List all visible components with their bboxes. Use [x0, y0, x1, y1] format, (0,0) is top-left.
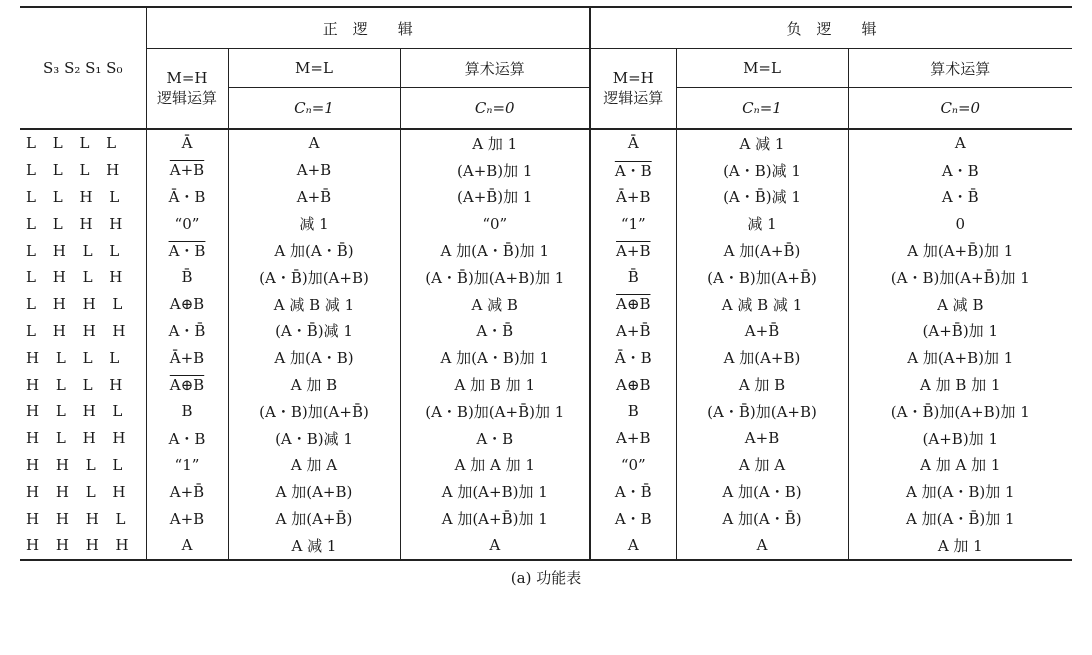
negative-logic-label: 负 逻 辑 [786, 19, 877, 38]
cell-p-cn0: A 加(A+B̄)加 1 [400, 505, 590, 532]
cell-s: L L H H [20, 210, 146, 237]
p-m-h-label: M=H [166, 69, 208, 87]
table-row [20, 318, 1072, 345]
n-arith-header [848, 49, 1072, 88]
cell-p-cn0: A [400, 532, 590, 560]
cell-s: H H L H [20, 478, 146, 505]
n-cn0-label: Cₙ=0 [940, 99, 981, 117]
table-row [20, 264, 1072, 291]
cell-n-cn0: A 加 B 加 1 [920, 376, 1001, 395]
table-row [20, 532, 1072, 560]
cell-p-cn0: A 加(A・B̄)加 1 [400, 237, 590, 264]
cell-p-cn0: A・B̄ [400, 318, 590, 345]
cell-n-logic: A・B [590, 505, 676, 532]
p-m-l-label: M=L [295, 59, 333, 77]
n-m-l-header [676, 49, 848, 88]
table-row [20, 505, 1072, 532]
table-body [20, 129, 1072, 560]
cell-p-logic: A+B [146, 505, 228, 532]
cell-n-cn1: (A・B)加(A+B̄) [676, 264, 848, 291]
cell-p-cn1: A 加 A [228, 452, 400, 479]
cell-p-cn0: A 加(A+B)加 1 [400, 478, 590, 505]
cell-s: H H H L [20, 505, 146, 532]
cell-n-cn1: A 减 B 减 1 [676, 291, 848, 318]
cell-p-logic: A+B [146, 157, 228, 184]
cell-s: L H H L [20, 291, 146, 318]
n-cn0-header [848, 88, 1072, 130]
table-row [20, 344, 1072, 371]
figure-caption: (a) 功能表 [510, 568, 582, 587]
cell-n-logic: “1” [590, 210, 676, 237]
cell-p-cn0: (A+B̄)加 1 [400, 184, 590, 211]
cell-n-cn0: A・B [941, 161, 979, 180]
function-table [20, 6, 1072, 561]
cell-n-cn0: A 加 1 [937, 536, 983, 555]
cell-n-cn0: (A+B̄)加 1 [922, 322, 998, 341]
p-m-l-header [228, 49, 400, 88]
cell-p-cn1: (A・B)加(A+B̄) [228, 398, 400, 425]
p-cn0-header [400, 88, 590, 130]
cell-p-cn0: (A・B)加(A+B̄)加 1 [400, 398, 590, 425]
cell-s: H H L L [20, 452, 146, 479]
cell-n-cn1: A 加(A+B) [676, 344, 848, 371]
cell-p-cn1: (A・B̄)加(A+B) [228, 264, 400, 291]
cell-n-cn0: A 减 B [937, 295, 984, 314]
n-cn1-label: Cₙ=1 [742, 99, 782, 117]
cell-n-logic: A+B̄ [590, 318, 676, 345]
cell-n-logic: B̄ [590, 264, 676, 291]
cell-p-logic: A・B [146, 237, 228, 264]
cell-p-cn1: A 加(A+B) [228, 478, 400, 505]
negative-logic-header [590, 7, 1072, 49]
cell-p-cn0: A 加(A・B)加 1 [400, 344, 590, 371]
cell-p-cn0: A・B [400, 425, 590, 452]
cell-n-cn1: A 加 A [676, 452, 848, 479]
select-label: S₃ S₂ S₁ S₀ [43, 59, 123, 77]
cell-p-logic: A [146, 532, 228, 560]
table-row [20, 184, 1072, 211]
table-row [20, 210, 1072, 237]
p-cn1-header [228, 88, 400, 130]
cell-p-logic: Ā・B [146, 184, 228, 211]
cell-p-logic: Ā+B [146, 344, 228, 371]
p-arith-label: 算术运算 [464, 59, 525, 78]
cell-p-logic: “1” [146, 452, 228, 479]
n-m-l-label: M=L [743, 59, 781, 77]
cell-n-cn0: A 加(A+B̄)加 1 [907, 242, 1014, 261]
cell-n-logic: “0” [590, 452, 676, 479]
cell-n-cn1: A 加(A+B̄) [676, 237, 848, 264]
cell-p-cn1: (A・B)减 1 [228, 425, 400, 452]
cell-p-cn0: A 加 A 加 1 [400, 452, 590, 479]
table-row [20, 371, 1072, 398]
table-row [20, 237, 1072, 264]
cell-p-cn0: “0” [400, 210, 590, 237]
cell-n-logic: A+B [590, 425, 676, 452]
cell-n-cn0: (A+B)加 1 [922, 429, 998, 448]
cell-p-logic: A⊕B [146, 371, 228, 398]
p-m-h-header [146, 49, 228, 130]
cell-p-cn1: A 加(A・B̄) [228, 237, 400, 264]
function-table-figure [20, 6, 1072, 588]
cell-n-logic: B [590, 398, 676, 425]
n-m-h-header [590, 49, 676, 130]
cell-p-cn0: (A・B̄)加(A+B)加 1 [400, 264, 590, 291]
cell-p-logic: B [146, 398, 228, 425]
cell-n-logic: A⊕B [590, 371, 676, 398]
cell-p-logic: Ā [146, 129, 228, 157]
cell-n-cn0: 0 [955, 214, 966, 233]
cell-p-logic: A+B̄ [146, 478, 228, 505]
cell-n-logic: Ā+B [590, 184, 676, 211]
cell-s: L H L H [20, 264, 146, 291]
cell-p-logic: A・B̄ [146, 318, 228, 345]
cell-s: L H L L [20, 237, 146, 264]
n-m-h-sub-label: 逻辑运算 [603, 89, 664, 107]
cell-p-logic: “0” [146, 210, 228, 237]
cell-s: H L L L [20, 344, 146, 371]
table-row [20, 291, 1072, 318]
cell-n-cn1: A+B [676, 425, 848, 452]
table-row [20, 478, 1072, 505]
cell-n-cn1: A [676, 532, 848, 560]
cell-s: L L L H [20, 157, 146, 184]
cell-p-cn0: A 加 1 [400, 129, 590, 157]
table-row [20, 398, 1072, 425]
cell-n-cn1: 减 1 [676, 210, 848, 237]
p-cn0-label: Cₙ=0 [474, 99, 515, 117]
cell-n-logic: A・B̄ [590, 478, 676, 505]
positive-logic-label: 正 逻 辑 [322, 19, 413, 38]
cell-n-cn0: A 加 A 加 1 [920, 456, 1001, 475]
p-arith-header [400, 49, 590, 88]
cell-n-logic: Ā [590, 129, 676, 157]
cell-s: H L L H [20, 371, 146, 398]
cell-p-cn0: (A+B)加 1 [400, 157, 590, 184]
cell-n-cn1: A 加 B [676, 371, 848, 398]
cell-p-cn0: A 加 B 加 1 [400, 371, 590, 398]
cell-s: H L H L [20, 398, 146, 425]
cell-n-logic: A+B [590, 237, 676, 264]
cell-n-cn0: A 加(A+B)加 1 [907, 349, 1014, 368]
cell-p-cn1: A 加(A・B) [228, 344, 400, 371]
cell-p-cn0: A 减 B [400, 291, 590, 318]
cell-n-cn1: A 减 1 [676, 129, 848, 157]
cell-s: L H H H [20, 318, 146, 345]
positive-logic-header [146, 7, 590, 49]
n-cn1-header [676, 88, 848, 130]
table-row [20, 425, 1072, 452]
cell-p-cn1: A+B [228, 157, 400, 184]
cell-n-logic: A [590, 532, 676, 560]
cell-n-cn0: A 加(A・B̄)加 1 [906, 510, 1015, 529]
cell-n-cn1: (A・B̄)加(A+B) [676, 398, 848, 425]
cell-p-cn1: A 减 1 [228, 532, 400, 560]
cell-p-logic: A・B [146, 425, 228, 452]
cell-p-cn1: A [228, 129, 400, 157]
p-m-h-sub-label: 逻辑运算 [156, 89, 217, 107]
cell-s: L L H L [20, 184, 146, 211]
cell-p-cn1: (A・B̄)减 1 [228, 318, 400, 345]
cell-n-cn0: A [954, 134, 966, 153]
cell-n-cn0: (A・B)加(A+B̄)加 1 [890, 268, 1030, 287]
cell-n-cn1: (A・B)减 1 [676, 157, 848, 184]
n-arith-label: 算术运算 [930, 59, 991, 78]
cell-p-cn1: A 加(A+B̄) [228, 505, 400, 532]
cell-n-cn0: A 加(A・B)加 1 [906, 483, 1015, 502]
cell-n-logic: Ā・B [590, 344, 676, 371]
cell-n-cn1: (A・B̄)减 1 [676, 184, 848, 211]
cell-n-logic: A・B [590, 157, 676, 184]
cell-s: H H H H [20, 532, 146, 560]
cell-n-cn0: A・B̄ [941, 188, 979, 207]
cell-p-cn1: A 减 B 减 1 [228, 291, 400, 318]
cell-p-cn1: 减 1 [228, 210, 400, 237]
table-row [20, 129, 1072, 157]
cell-p-logic: B̄ [146, 264, 228, 291]
table-row [20, 157, 1072, 184]
cell-n-cn1: A 加(A・B̄) [676, 505, 848, 532]
cell-p-cn1: A 加 B [228, 371, 400, 398]
cell-n-cn0: (A・B̄)加(A+B)加 1 [890, 402, 1030, 421]
cell-s: H L H H [20, 425, 146, 452]
p-cn1-label: Cₙ=1 [294, 99, 334, 117]
cell-p-logic: A⊕B [146, 291, 228, 318]
cell-p-cn1: A+B̄ [228, 184, 400, 211]
cell-n-cn1: A 加(A・B) [676, 478, 848, 505]
cell-n-cn1: A+B̄ [676, 318, 848, 345]
n-m-h-label: M=H [612, 69, 654, 87]
select-header [20, 7, 146, 129]
table-row [20, 452, 1072, 479]
cell-s: L L L L [20, 129, 146, 157]
cell-n-logic: A⊕B [590, 291, 676, 318]
